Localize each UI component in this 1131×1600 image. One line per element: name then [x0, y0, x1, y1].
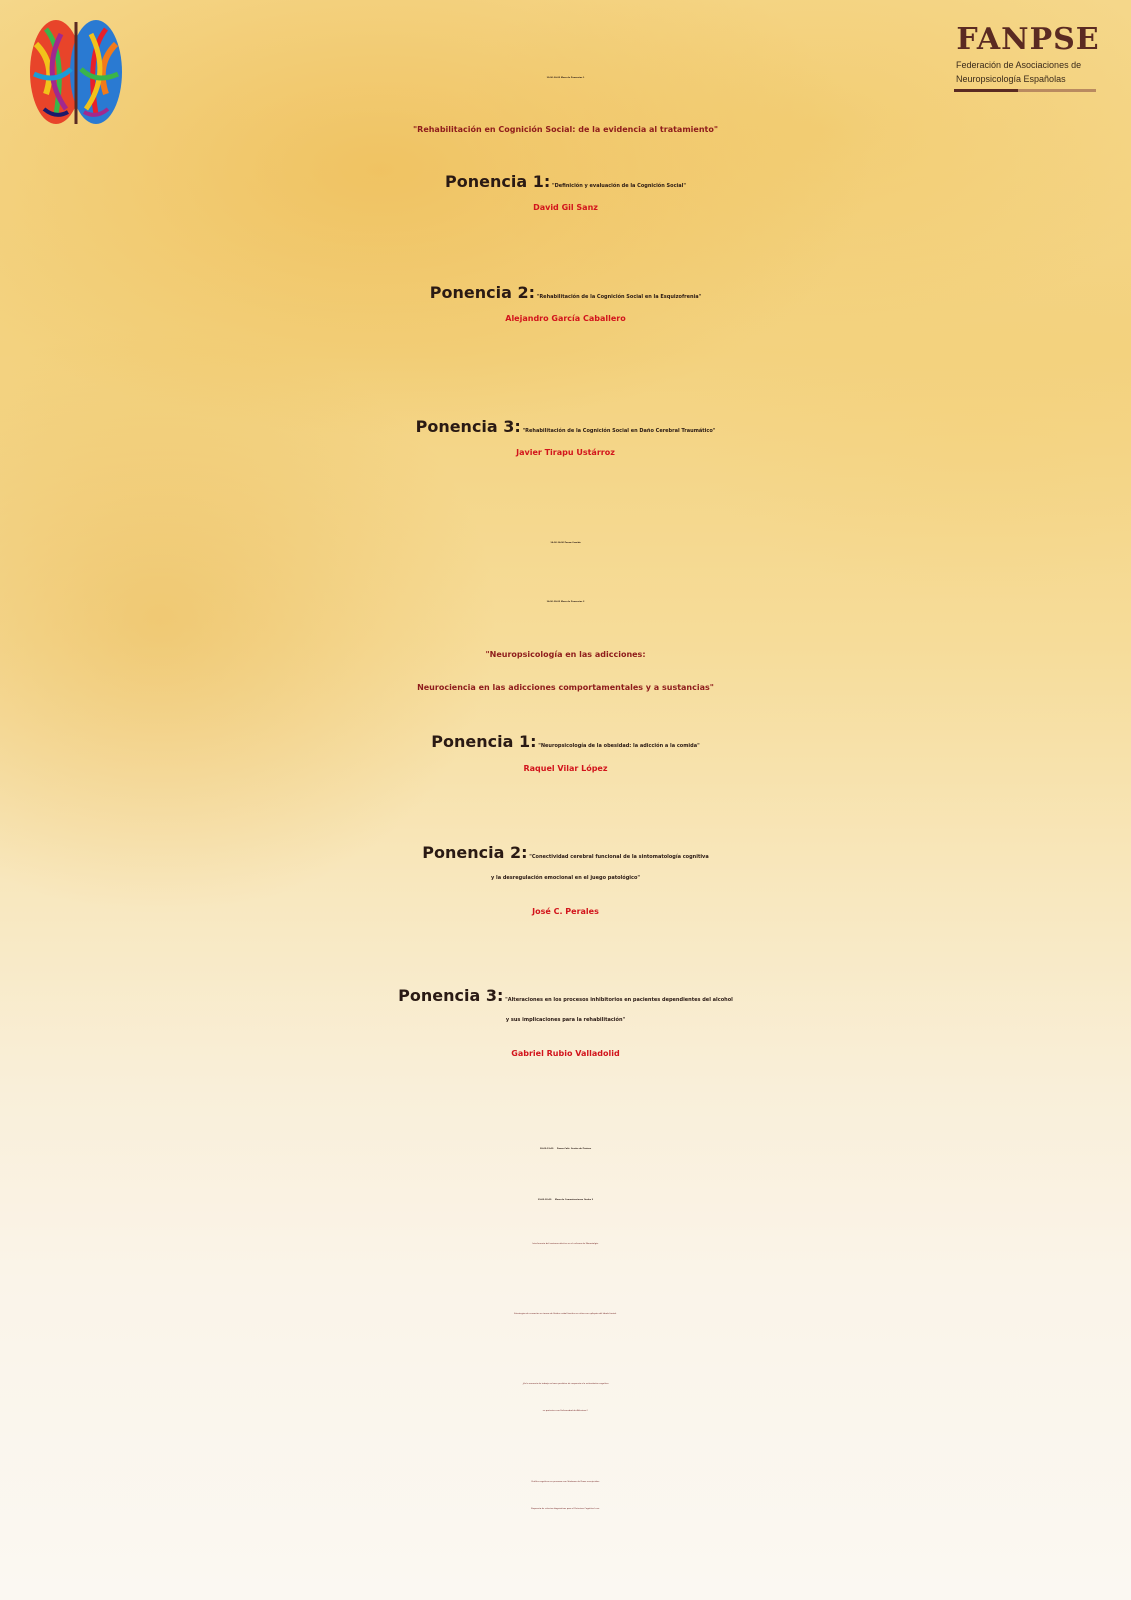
talk-label: Ponencia 2: — [422, 843, 528, 862]
session2-title-line-2: Neurociencia en las adicciones comportamentales y a sustancias" — [417, 683, 714, 692]
session2-talk1-title — [0, 732, 1131, 751]
coffee-label: Pausa-Café. Sesión de Pósters — [556, 1148, 592, 1150]
talk-label: Ponencia 3: — [398, 986, 504, 1005]
talk-label: Ponencia 1: — [431, 732, 537, 751]
fanpse-logo — [948, 22, 1108, 92]
session1-talk1-title — [0, 172, 1131, 191]
orals-time: 19:00-20:00 — [537, 1199, 552, 1201]
brain-logo-icon — [26, 14, 126, 130]
session1-time: 12:00-14:00 Mesa de Ponencias 1 — [546, 77, 585, 79]
coffee-break — [0, 1148, 1131, 1150]
fanpse-logo-bar — [954, 89, 1096, 92]
oral4-title-line-1: Perfiles cognitivos en personas con Síndrome de Down envejecidas: — [531, 1481, 600, 1483]
talk-title: "Alteraciones en los procesos inhibitorios en pacientes dependientes del alcohol — [505, 997, 733, 1003]
coffee-time: 18:00-19:00 — [539, 1148, 554, 1150]
session1-talk3-title — [0, 417, 1131, 436]
session2-talk2-speaker: José C. Perales — [532, 907, 599, 916]
session2-time: 16:00-18:00 Mesa de Ponencias 2 — [546, 601, 585, 603]
orals-label: Mesa de Comunicaciones Orales 2 — [554, 1199, 594, 1201]
session1-talk2-title — [0, 283, 1131, 302]
session1-title: "Rehabilitación en Cognición Social: de la evidencia al tratamiento" — [412, 125, 718, 134]
talk-title: "Conectividad cerebral funcional de la sintomatología cognitiva — [529, 854, 709, 860]
talk-title: "Rehabilitación de la Cognición Social en la Esquizofrenia" — [536, 294, 702, 300]
session2-talk2-title-line-1 — [0, 843, 1131, 862]
session2-talk3-title-line-1 — [0, 986, 1131, 1005]
talk-label: Ponencia 3: — [415, 417, 521, 436]
session2-talk3-title-line-2: y sus implicaciones para la rehabilitación" — [505, 1017, 626, 1023]
talk-label: Ponencia 1: — [445, 172, 551, 191]
session2-title-line-1: "Neuropsicología en las adicciones: — [485, 650, 646, 659]
session2-talk1-speaker: Raquel Vilar López — [523, 764, 608, 773]
session1-talk3-speaker: Javier Tirapu Ustárroz — [516, 448, 615, 457]
fanpse-subtitle-line-1: Federación de Asociaciones de — [956, 60, 1082, 70]
oral2-title: Estrategias de evocación en tareas de fluidez verbal fonética en niños con epilepsia del lóbulo frontal. — [514, 1313, 617, 1315]
fanpse-subtitle-line-2: Neuropsicología Españolas — [956, 74, 1066, 84]
fanpse-logo-text: FANPSE — [956, 22, 1100, 57]
oral1-title: Interferencia del trastorno afectivo en el enfermo de Fibromialgia. — [532, 1243, 599, 1245]
talk-title: "Definición y evaluación de la Cognición Social" — [552, 183, 686, 189]
session2-talk3-speaker: Gabriel Rubio Valladolid — [511, 1049, 620, 1058]
talk-label: Ponencia 2: — [429, 283, 535, 302]
talk-title: "Rehabilitación de la Cognición Social en Daño Cerebral Traumático" — [522, 428, 716, 434]
session1-talk1-speaker: David Gil Sanz — [533, 203, 598, 212]
lunch-time: 14:00-16:00 Pausa-Comida — [550, 542, 581, 544]
orals-header — [0, 1199, 1131, 1201]
oral4-title-line-2: Propuesta de criterios diagnósticos para el Deterioro Cognitivo Leve. — [531, 1508, 600, 1510]
oral3-title-line-1: ¿Es la memoria de trabajo un buen predictor de respuesta a la estimulación cognitiva — [522, 1383, 609, 1385]
oral3-title-line-2: en pacientes con Enfermedad de Alzheimer?. — [542, 1410, 589, 1412]
session2-talk2-title-line-2: y la desregulación emocional en el juego patológico" — [491, 875, 640, 881]
talk-title: "Neuropsicología de la obesidad: la adicción a la comida" — [538, 743, 700, 749]
session1-talk2-speaker: Alejandro García Caballero — [505, 314, 626, 323]
